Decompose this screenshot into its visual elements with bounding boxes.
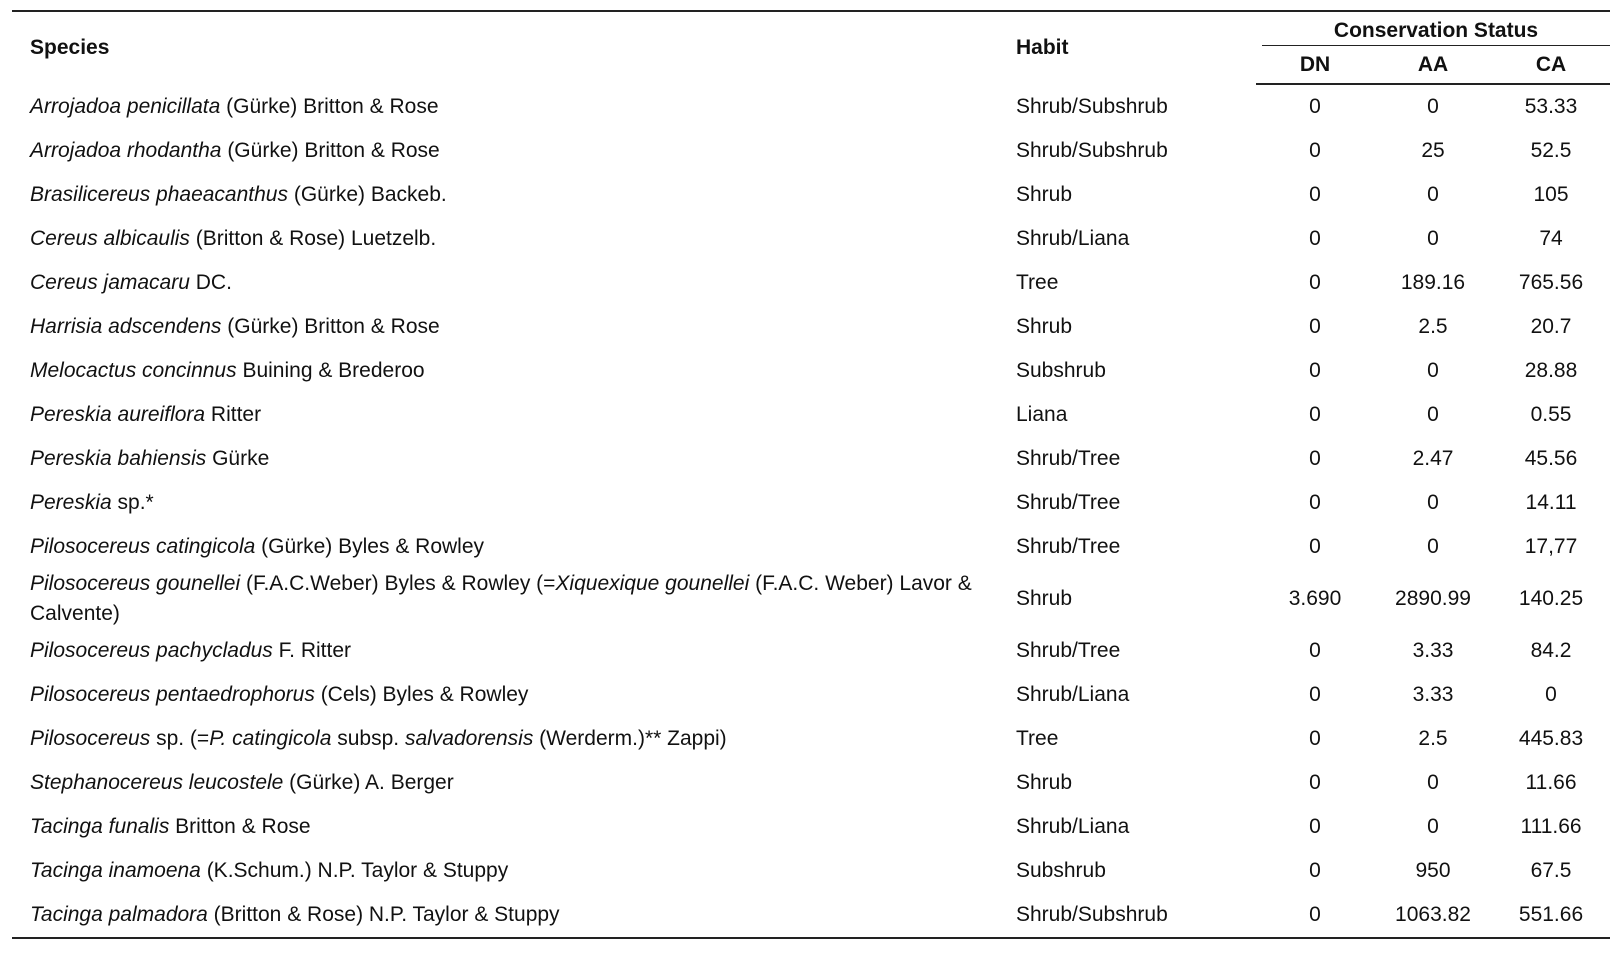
species-name-rest-2: subsp. [331, 727, 405, 750]
habit-cell: Shrub/Subshrub [1016, 94, 1168, 118]
species-name-rest: Gürke [206, 447, 270, 470]
species-cell [12, 805, 998, 849]
table-row [12, 129, 1610, 173]
table-row [12, 849, 1610, 893]
habit-cell: Subshrub [1016, 359, 1106, 382]
species-cell [12, 129, 998, 173]
aa-cell: 0 [1427, 771, 1439, 794]
species-cell [12, 893, 998, 938]
species-cell [12, 673, 998, 717]
ca-cell: 84.2 [1530, 639, 1572, 662]
species-name-italic: Cereus albicaulis [30, 227, 190, 250]
ca-cell: 105 [1533, 183, 1569, 206]
species-name-rest: (Cels) Byles & Rowley [314, 683, 529, 706]
aa-cell: 0 [1427, 183, 1439, 206]
dn-cell: 0 [1256, 893, 1374, 938]
ca-cell: 0 [1545, 683, 1557, 706]
species-cell [12, 84, 998, 129]
table-row [12, 761, 1610, 805]
species-name-rest: (Britton & Rose) Luetzelb. [189, 227, 437, 250]
species-name-italic: Pereskia bahiensis [30, 447, 207, 470]
species-name-italic: Cereus jamacaru [30, 271, 190, 294]
header-ca: CA [1492, 48, 1610, 85]
species-name-italic: Pilosocereus [30, 727, 151, 750]
dn-cell: 0 [1309, 771, 1321, 794]
species-name-rest: Ritter [205, 403, 262, 426]
ca-cell: 74 [1539, 227, 1563, 250]
species-name-rest: Britton & Rose [169, 815, 311, 838]
table-row [12, 481, 1610, 525]
table-row [12, 893, 1610, 938]
table-row [12, 349, 1610, 393]
habit-cell: Liana [1016, 403, 1068, 426]
species-name-italic: Pereskia [30, 491, 112, 514]
aa-cell: 2.5 [1418, 727, 1448, 750]
species-name-rest: (Gürke) A. Berger [283, 771, 454, 794]
species-cell [12, 393, 998, 437]
ca-cell: 67.5 [1530, 859, 1572, 882]
species-cell [12, 217, 998, 261]
species-name-rest: F. Ritter [272, 639, 351, 662]
aa-cell: 0 [1427, 359, 1439, 382]
dn-cell: 0 [1309, 359, 1321, 382]
aa-cell: 0 [1427, 815, 1439, 838]
species-name-italic: Tacinga inamoena [30, 859, 201, 882]
species-name-rest-2: (F.A.C. Weber) Lavor & Calvente) [30, 572, 972, 625]
aa-cell: 0 [1427, 95, 1439, 118]
habit-cell: Shrub/Tree [1016, 535, 1121, 558]
aa-cell: 2890.99 [1395, 587, 1471, 610]
species-name-italic: Arrojadoa rhodantha [30, 139, 222, 162]
species-cell [12, 525, 998, 569]
aa-cell: 0 [1427, 535, 1439, 558]
aa-cell: 2.47 [1412, 447, 1454, 470]
table-row [12, 217, 1610, 261]
species-name-italic: Melocactus concinnus [30, 359, 237, 382]
species-name-rest-3: (Werderm.)** Zappi) [533, 727, 727, 750]
table-row [12, 805, 1610, 849]
aa-cell: 950 [1415, 859, 1451, 882]
species-cell [12, 305, 998, 349]
habit-cell: Shrub/Liana [1016, 227, 1130, 250]
species-name-italic: Harrisia adscendens [30, 315, 222, 338]
ca-cell: 53.33 [1524, 95, 1578, 118]
ca-cell: 20.7 [1530, 315, 1572, 338]
table-row [12, 525, 1610, 569]
aa-cell: 3.33 [1412, 683, 1454, 706]
ca-cell: 111.66 [1520, 815, 1582, 838]
aa-cell: 3.33 [1412, 639, 1454, 662]
dn-cell: 0 [1309, 859, 1321, 882]
species-name-rest: DC. [189, 271, 232, 294]
header-aa: AA [1374, 48, 1492, 85]
ca-cell: 551.66 [1492, 893, 1610, 938]
species-cell [12, 761, 998, 805]
dn-cell: 0 [1309, 815, 1321, 838]
ca-cell: 11.66 [1525, 771, 1577, 794]
species-cell [12, 349, 998, 393]
ca-cell: 45.56 [1524, 447, 1578, 470]
species-name-italic: Arrojadoa penicillata [30, 94, 221, 118]
dn-cell: 0 [1309, 183, 1321, 206]
ca-cell: 445.83 [1518, 727, 1584, 750]
table-row [12, 629, 1610, 673]
species-name-rest: (Gürke) Britton & Rose [220, 94, 439, 118]
species-name-rest: (Britton & Rose) N.P. Taylor & Stuppy [207, 903, 560, 926]
dn-cell: 0 [1309, 491, 1321, 514]
species-name-rest: Buining & Brederoo [236, 359, 425, 382]
aa-cell: 0 [1427, 227, 1439, 250]
species-name-italic-2: Xiquexique gounellei [555, 572, 750, 595]
aa-cell: 189.16 [1400, 271, 1466, 294]
table-row [12, 173, 1610, 217]
habit-cell: Shrub/Tree [1016, 491, 1121, 514]
table-row [12, 84, 1610, 129]
habit-cell: Shrub/Tree [1016, 447, 1121, 470]
dn-cell: 0 [1309, 95, 1321, 118]
species-name-italic-2: P. catingicola [209, 727, 332, 750]
table-row [12, 717, 1610, 761]
habit-cell: Tree [1016, 271, 1059, 294]
table-body [12, 84, 1610, 938]
table-row [12, 261, 1610, 305]
species-name-rest: sp.* [111, 491, 154, 514]
header-dn: DN [1256, 48, 1374, 85]
species-cell [12, 569, 998, 629]
dn-cell: 0 [1309, 403, 1321, 426]
habit-cell: Subshrub [1016, 859, 1106, 882]
dn-cell: 0 [1309, 315, 1321, 338]
species-name-italic: Pilosocereus catingicola [30, 535, 256, 558]
header-species: Species [12, 11, 998, 84]
species-cell [12, 717, 998, 761]
species-cell [12, 481, 998, 525]
species-name-italic: Pilosocereus gounellei [30, 572, 241, 595]
dn-cell: 0 [1309, 447, 1321, 470]
species-table [12, 10, 1610, 939]
habit-cell: Shrub/Subshrub [998, 893, 1256, 938]
ca-cell: 52.5 [1530, 139, 1572, 162]
species-name-rest: (Gürke) Backeb. [288, 183, 447, 206]
aa-cell: 25 [1421, 139, 1445, 162]
dn-cell: 0 [1309, 271, 1321, 294]
habit-cell: Tree [1016, 727, 1059, 750]
table-row [12, 393, 1610, 437]
species-name-italic: Pilosocereus pentaedrophorus [30, 683, 315, 706]
dn-cell: 0 [1309, 639, 1321, 662]
species-name-rest: (F.A.C.Weber) Byles & Rowley (= [240, 572, 556, 595]
species-name-italic-3: salvadorensis [404, 727, 534, 750]
table-row [12, 673, 1610, 717]
species-name-italic: Brasilicereus phaeacanthus [30, 183, 288, 206]
species-name-italic: Pereskia aureiflora [30, 403, 206, 426]
table-header [12, 11, 1610, 84]
dn-cell: 0 [1309, 727, 1321, 750]
ca-cell: 14.11 [1525, 491, 1577, 514]
ca-cell: 765.56 [1518, 271, 1584, 294]
dn-cell: 0 [1309, 227, 1321, 250]
dn-cell: 0 [1309, 683, 1321, 706]
habit-cell: Shrub/Subshrub [1016, 139, 1168, 162]
dn-cell: 0 [1309, 139, 1321, 162]
species-name-rest: (Gürke) Byles & Rowley [255, 535, 485, 558]
species-name-rest: (Gürke) Britton & Rose [221, 315, 440, 338]
species-name-italic: Pilosocereus pachycladus [30, 639, 273, 662]
species-name-rest: (Gürke) Britton & Rose [221, 139, 440, 162]
aa-cell: 0 [1427, 491, 1439, 514]
aa-cell: 1063.82 [1374, 893, 1492, 938]
table-row [12, 437, 1610, 481]
ca-cell: 140.25 [1518, 587, 1584, 610]
habit-cell: Shrub/Liana [1016, 815, 1130, 838]
dn-cell: 0 [1309, 535, 1321, 558]
species-name-italic: Stephanocereus leucostele [30, 771, 284, 794]
ca-cell: 0.55 [1530, 403, 1572, 426]
habit-cell: Shrub [1016, 587, 1073, 610]
habit-cell: Shrub [1016, 183, 1073, 206]
aa-cell: 0 [1427, 403, 1439, 426]
habit-cell: Shrub/Tree [1016, 639, 1121, 662]
header-conservation-status [1256, 11, 1610, 48]
species-cell [12, 173, 998, 217]
header-conservation-status-label: Conservation Status [1262, 13, 1610, 46]
species-name-rest: sp. (= [150, 727, 210, 750]
species-cell [12, 629, 998, 673]
species-table-container [12, 10, 1600, 939]
habit-cell: Shrub [1016, 315, 1073, 338]
species-name-italic: Tacinga funalis [30, 815, 170, 838]
table-row [12, 569, 1610, 629]
ca-cell: 17,77 [1524, 535, 1578, 558]
species-cell [12, 437, 998, 481]
species-cell [12, 261, 998, 305]
ca-cell: 28.88 [1524, 359, 1578, 382]
species-name-rest: (K.Schum.) N.P. Taylor & Stuppy [200, 859, 509, 882]
dn-cell: 3.690 [1288, 587, 1342, 610]
species-cell [12, 849, 998, 893]
species-name-italic: Tacinga palmadora [30, 903, 208, 926]
habit-cell: Shrub/Liana [1016, 683, 1130, 706]
table-row [12, 305, 1610, 349]
aa-cell: 2.5 [1418, 315, 1448, 338]
header-habit: Habit [998, 11, 1256, 84]
habit-cell: Shrub [1016, 771, 1073, 794]
